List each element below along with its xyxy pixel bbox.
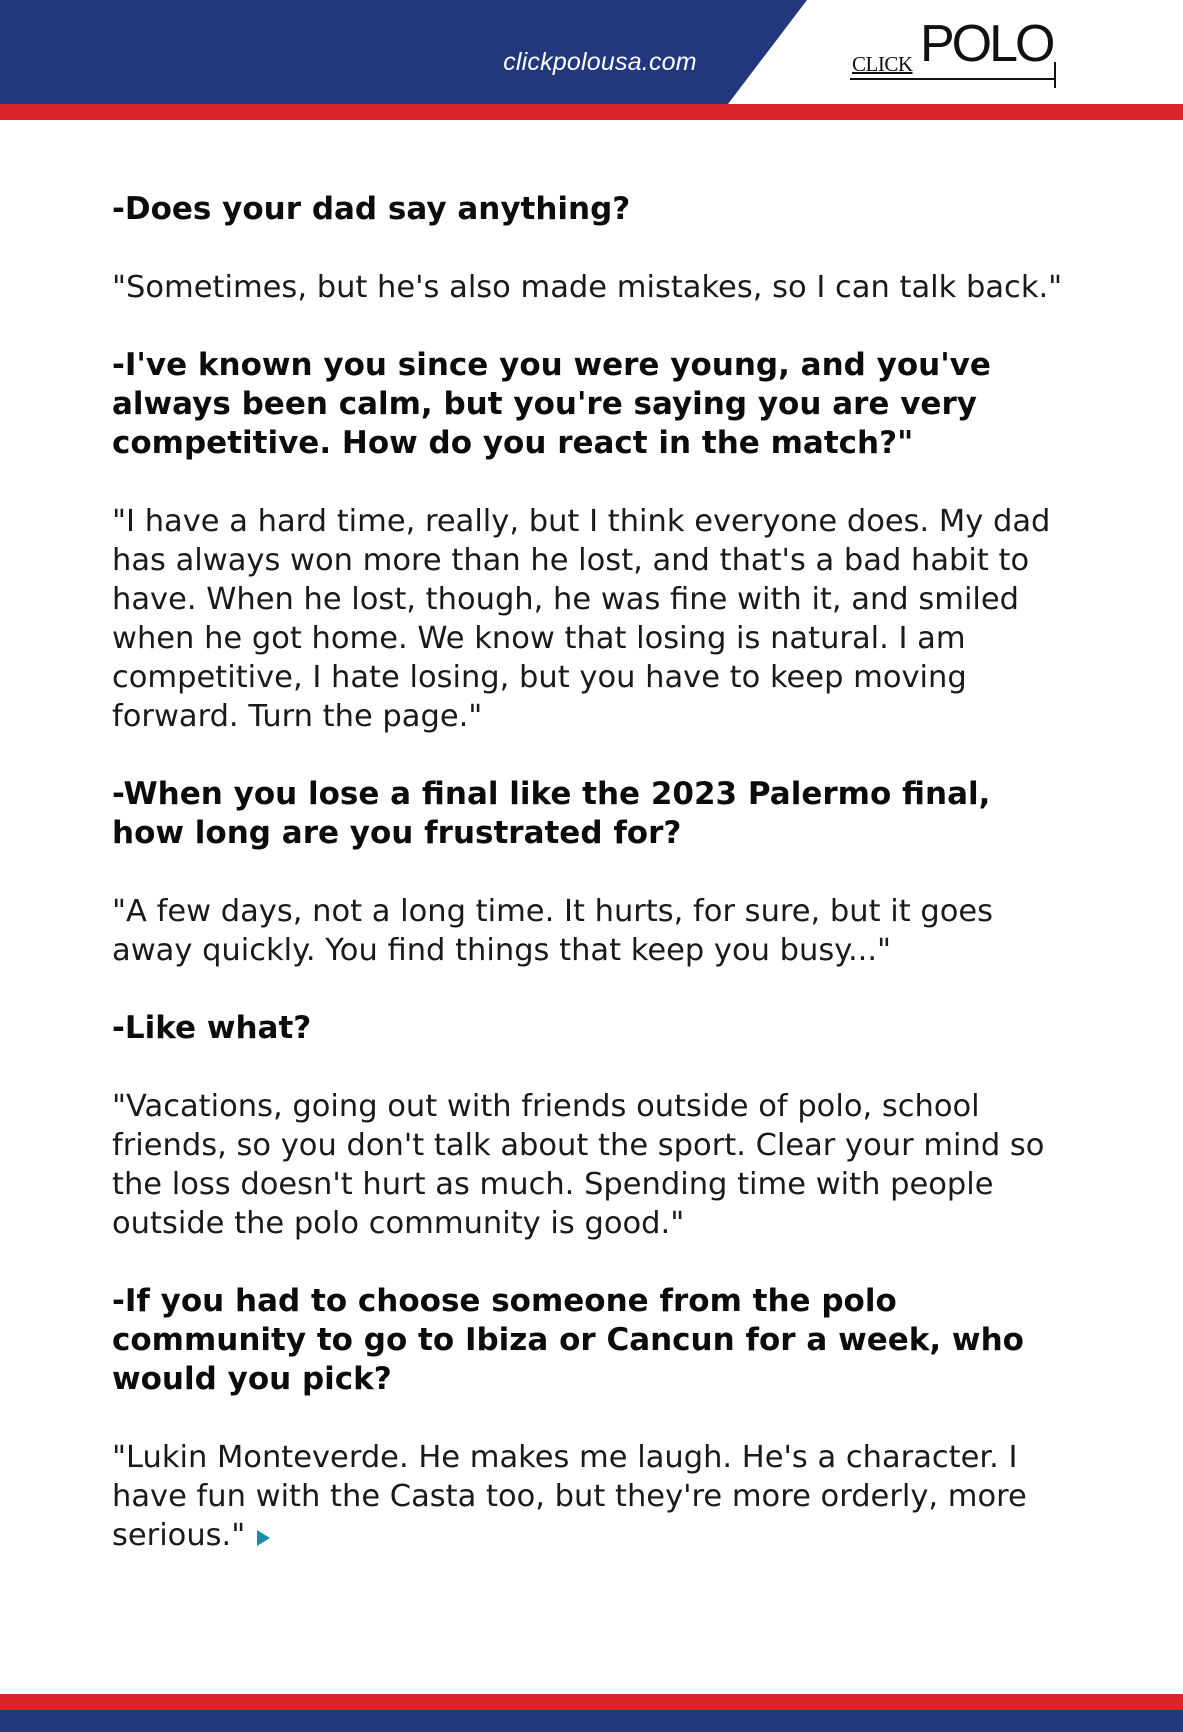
header-red-stripe	[0, 104, 1183, 120]
logo-click-text: CLICK	[852, 52, 913, 76]
site-url[interactable]: clickpolousa.com	[503, 48, 697, 76]
footer-blue-band	[0, 1710, 1183, 1732]
play-arrow-icon	[257, 1530, 270, 1546]
answer-3: "A few days, not a long time. It hurts, for sure, but it goes away quickly. You find things that keep you busy..."	[112, 894, 994, 968]
question-5: -If you had to choose someone from the polo community to go to Ibiza or Cancun for a week, who would you pick?	[112, 1283, 1024, 1397]
logo-tick	[1054, 62, 1056, 88]
page-header	[0, 0, 1183, 120]
clickpolo-logo[interactable]	[850, 15, 1060, 92]
interview-content	[112, 190, 1072, 1594]
logo-polo-text: POLO	[920, 15, 1053, 73]
logo-underline	[850, 78, 1056, 80]
answer-4: "Vacations, going out with friends outside of polo, school friends, so you don't talk about the sport. Clear your mind so the loss doesn't hurt as much. Spending time with people outside the polo community is good."	[112, 1089, 1045, 1241]
answer-1: "Sometimes, but he's also made mistakes, so I can talk back."	[112, 270, 1063, 305]
question-4: -Like what?	[112, 1010, 312, 1046]
question-2: -I've known you since you were young, and you've always been calm, but you're saying you are very competitive. How do you react in the match?"	[112, 347, 991, 461]
answer-2: "I have a hard time, really, but I think everyone does. My dad has always won more than he lost, and that's a bad habit to have. When he lost, though, he was fine with it, and smiled when he got home. We know that losing is natural. I am competitive, I hate losing, but you have to keep moving forward. Turn the page."	[112, 504, 1051, 734]
answer-5-text: "Lukin Monteverde. He makes me laugh. He's a character. I have fun with the Casta too, but they're more orderly, more serious."	[112, 1440, 1027, 1553]
question-1: -Does your dad say anything?	[112, 191, 631, 227]
question-3: -When you lose a final like the 2023 Palermo final, how long are you frustrated for?	[112, 776, 991, 851]
footer-red-stripe	[0, 1694, 1183, 1710]
answer-5	[112, 1438, 1072, 1555]
